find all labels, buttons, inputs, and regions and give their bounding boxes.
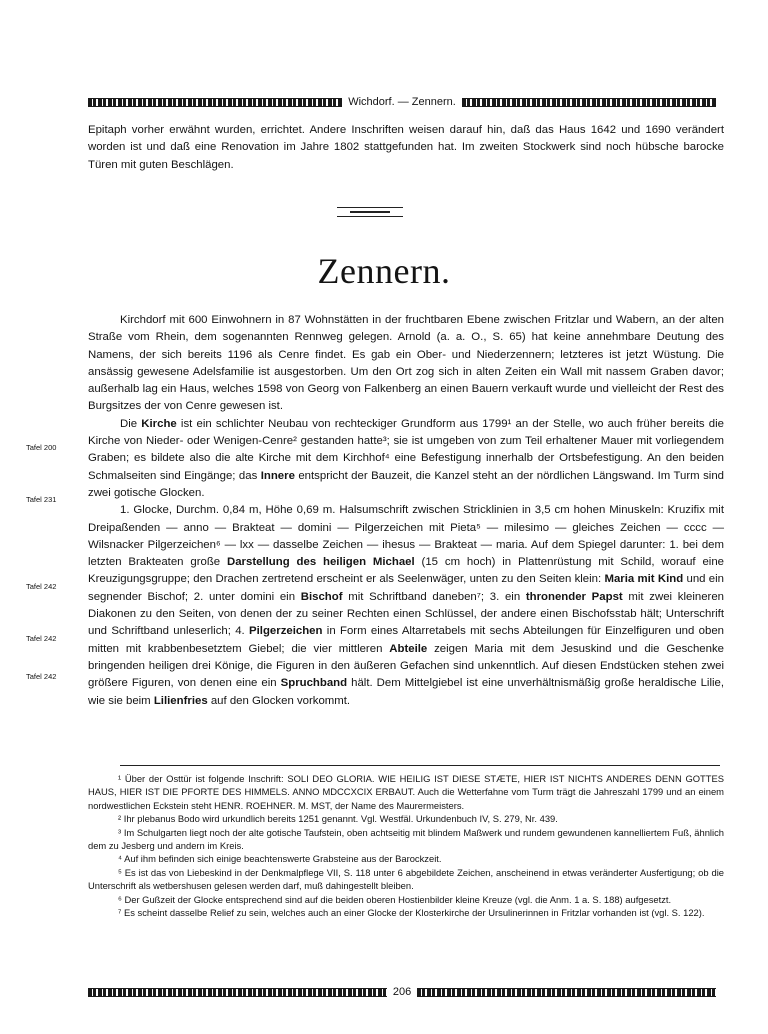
main-text [88, 312, 724, 710]
footnote: ¹ Über der Osttür ist folgende Inschrift: SOLI DEO GLORIA. WIE HEILIG IST DIESE STÆTE, HIER IST NICHTS ANDERES DENN GOTTES HAUS, HIER IST DIE PFORTE DES HIMMELS. ANNO MDCCXCIX ERBAUT. Auch die Wetterfahne vom Turm trägt die Jahreszahl 1799 und an einem nordwestlichen Eckstein steht HENR. ROEHNER. M. MST, der Name des Maurermeisters. [88, 773, 724, 811]
margin-note: Tafel 231 [26, 495, 57, 504]
text-run: Die [120, 417, 142, 430]
running-title: Wichdorf. — Zennern. [348, 96, 456, 108]
page-footer [88, 985, 716, 999]
emphasis-innere: Innere [260, 469, 295, 482]
section-divider [337, 207, 403, 220]
emphasis-kirche: Kirche [141, 417, 177, 430]
emphasis-papst: thronender Papst [525, 590, 623, 603]
footnote: ⁶ Der Gußzeit der Glocke entsprechend sind auf die beiden oberen Hostienbilder kleine Kreuze (vgl. die Anm. 1 a. S. 188) aufgesetzt. [118, 893, 672, 905]
paragraph-village: Kirchdorf mit 600 Einwohnern in 87 Wohnstätten in der fruchtbaren Ebene zwischen Fritzlar und Wabern, an der alten Straße vom Rhein, dem sogenannten Rennweg gelegen. Arnold (a. a. O., S. 65) hat keine annehmbare Deutung des Namens, der sich bereits 1196 als Cenre findet. Es gab ein Ober- und Niederzennern; letzteres ist jetzt Wüstung. Die ansässig gewesene Adelsfamilie ist ausgestorben. Um den Ort zog sich in alten Zeiten ein Wall mit nassem Graben davor; außerhalb lag ein Haus, welches 1598 von Georg von Falkenberg an einen Bauern verkauft wurde und vielleicht der Rest des Burgsitzes der von Cenre gewesen ist. [88, 314, 724, 413]
footnote: ⁷ Es scheint dasselbe Relief zu sein, welches auch an einer Glocke der Klosterkirche der Ursulinerinnen in Fritzlar vorhanden ist (vgl. S. 122). [118, 907, 705, 919]
page-number: 206 [392, 986, 412, 998]
footnote: ⁵ Es ist das von Liebeskind in der Denkmalpflege VII, S. 118 unter 6 abgebildete Zeichen, anscheinend in etwas veränderter Ausfertigung; ob die Unterschrift als wetbershusen gelesen werden darf, muß dahingestellt bleiben. [88, 866, 724, 892]
ornament-left [88, 98, 342, 107]
emphasis-spruchband: Spruchband [280, 677, 348, 690]
margin-note: Tafel 242 [26, 672, 57, 681]
text-run: entspricht der Bauzeit, die Kanzel steht an der nördlichen Längswand. Im Turm sind zwei gotische Glocken. [88, 469, 724, 499]
emphasis-michael: Darstellung des heiligen Michael [227, 556, 415, 569]
running-header [88, 95, 716, 109]
ornament-right [462, 98, 716, 107]
footnote: ⁴ Auf ihm befinden sich einige beachtenswerte Grabsteine aus der Barockzeit. [118, 853, 442, 865]
footnote: ² Ihr plebanus Bodo wird urkundlich bereits 1251 genannt. Vgl. Westfäl. Urkundenbuch IV, S. 279, Nr. 439. [118, 813, 558, 825]
text-run: in Form eines Altarretabels mit sechs Abteilungen für Einzelfiguren und oben mitten mit krabbenbesetztem Giebel; die vier mittleren [88, 625, 724, 655]
footnote: ³ Im Schulgarten liegt noch der alte gotische Taufstein, oben achtseitig mit blindem Maßwerk und rundem gewundenen kannelliertem Fuß, ähnlich dem zu Jesberg und andern im Kreis. [88, 826, 724, 852]
footnotes [88, 772, 724, 919]
ornament-right [417, 988, 716, 997]
text-run: 1. Glocke, Durchm. 0,84 m, Höhe 0,69 m. Halsumschrift zwischen Stricklinien in 3,5 cm hohen Minuskeln: Kruzifix mit Dreipaßenden — anno — Brakteat — domini — Pilgerzeichen mit Pieta⁵ — milesimo — gleiches Zeichen — cccc — Wilsnacker Pilgerzeichen⁶ — lxx — dasselbe Zeichen — ihesus — Brakteat — maria. Auf dem Spiegel darunter: 1. bei dem letzten Brakteaten große [88, 504, 724, 569]
intro-block [88, 122, 724, 174]
margin-note: Tafel 200 [26, 443, 57, 452]
text-run: ist ein schlichter Neubau von rechteckiger Grundform aus 1799¹ an der Stelle, wo auch früher bereits die Kirche von Nieder- oder Wenigen-Cenre² gestanden hatte³; sie ist umgeben von zum Teil erhaltener Mauer mit vorliegendem Graben; es bildete also die alte Kirche mit dem Kirchhof⁴ eine Befestigung innerhalb der Ortsbefestigung. An den beiden Schmalseiten sind Eingänge; das [88, 417, 724, 482]
section-title: Zennern. [317, 251, 451, 291]
emphasis-pilgerzeichen: Pilgerzeichen [249, 625, 323, 638]
footnote-rule [120, 765, 720, 766]
emphasis-bischof: Bischof [300, 590, 343, 603]
intro-paragraph: Epitaph vorher erwähnt wurden, errichtet. Andere Inschriften weisen darauf hin, daß das Haus 1642 und 1690 verändert worden ist und daß eine Renovation im Jahre 1802 stattgefunden hat. Im zweiten Stockwerk sind noch hübsche barocke Türen mit guten Beschlägen. [88, 124, 724, 171]
emphasis-abteile: Abteile [389, 642, 428, 655]
emphasis-maria: Maria mit Kind [604, 573, 684, 586]
text-run: auf den Glocken vorkommt. [207, 694, 351, 707]
ornament-left [88, 988, 387, 997]
paragraph-church [88, 416, 724, 502]
text-run: zeigen Maria mit dem Jesuskind und die Geschenke bringenden heiligen drei Könige, die Figuren in den äußeren Gefachen sind unkenntlich. Auf diesen Endstücken stehen zwei größere Figuren, von denen eine ein [88, 642, 725, 690]
margin-note: Tafel 242 [26, 582, 57, 591]
text-run: mit zwei kleineren Diakonen zu den Seiten, von denen der zu seiner Rechten einen Schlüssel, der andere einen Bischofsstab hält; Unterschrift und Schriftband unleserlich; 4. [88, 590, 724, 638]
text-run: (15 cm hoch) in Plattenrüstung mit Schild, worauf eine Kreuzigungsgruppe; den Drachen zertretend erscheint er als Seelenwäger, unten zu den Seiten klein: [88, 556, 724, 586]
margin-note: Tafel 242 [26, 634, 57, 643]
text-run: und ein segnender Bischof; 2. unter domini ein [88, 573, 724, 603]
text-run: mit Schriftband daneben⁷; 3. ein [342, 590, 526, 603]
text-run: hält. Dem Mittelgiebel ist eine unverhältnismäßig große heraldische Lilie, wie sie beim [88, 677, 724, 707]
emphasis-lilienfries: Lilienfries [153, 694, 208, 707]
paragraph-bell [88, 502, 724, 710]
